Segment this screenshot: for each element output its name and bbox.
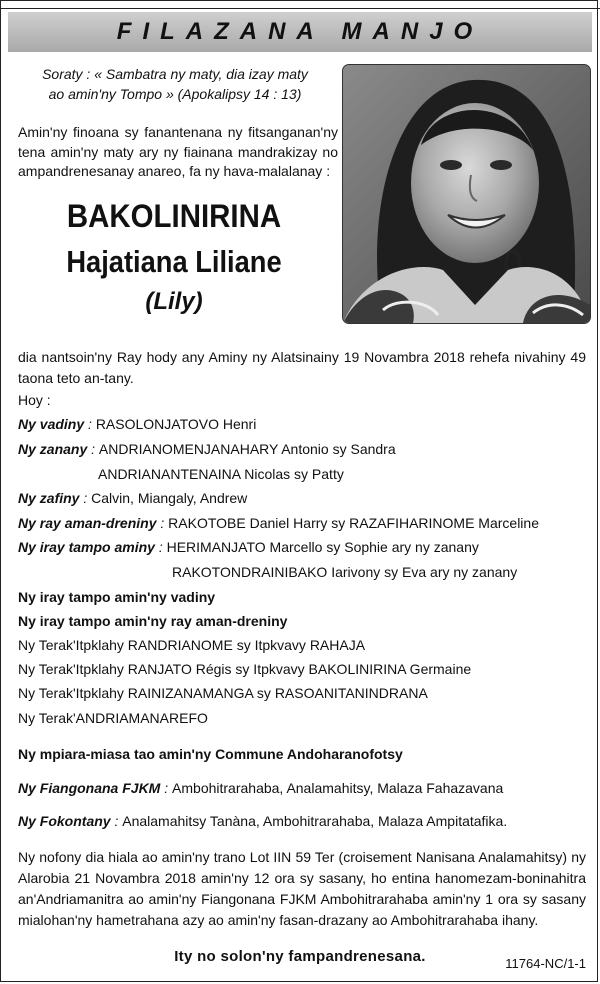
amandreniny-label: Ny ray aman-dreniny <box>18 515 157 531</box>
amandreniny-sep: : <box>156 515 169 531</box>
footer-note: Ity no solon'ny fampandrenesana. <box>174 948 426 965</box>
quote-line-1: Soraty : « Sambatra ny maty, dia izay maty <box>42 66 308 82</box>
funeral-details: Ny nofony dia hiala ao amin'ny trano Lot IIN 59 Ter (croisement Nanisana Analamahitsy) ny Alarobia 21 Novambra 2018 amin'ny 12 ora sy sasany, ho entina hanomezam-boninahitra an'Andriamanitra ao amin'ny Fiangonana FJKM Ambohitrarahaba amin'ny 1 ora sy sasany mialohan'ny hametrahana azy ao amin'ny fasan-drazany ao Ambohitrarahaba ihany. <box>18 849 586 928</box>
deceased-given-names: Hajatiana Liliane <box>66 244 282 279</box>
quote-line-2: ao amin'ny Tompo » (Apokalipsy 14 : 13) <box>48 86 302 102</box>
deceased-surname: BAKOLINIRINA <box>66 198 282 234</box>
terak-line-4: Ny Terak'ANDRIAMANAREFO <box>18 710 208 726</box>
fiangonana-sep: : <box>160 780 173 796</box>
zafiny-sep: : <box>79 490 92 506</box>
terak-line-3: Ny Terak'Itpklahy RAINIZANAMANGA sy RASOANITANINDRANA <box>18 685 428 701</box>
notice-header <box>8 12 592 52</box>
zanany-value-2: ANDRIANANTENAINA Nicolas sy Patty <box>98 466 344 482</box>
family-amandreniny <box>18 515 539 531</box>
reference-code: 11764-NC/1-1 <box>505 956 586 971</box>
vadiny-value: RASOLONJATOVO Henri <box>95 416 257 432</box>
fiangonana-line <box>18 780 503 796</box>
terak-line-2: Ny Terak'Itpklahy RANJATO Régis sy Itpkvavy BAKOLINIRINA Germaine <box>18 661 472 677</box>
fiangonana-value: Ambohitrarahaba, Analamahitsy, Malaza Fahazavana <box>172 780 504 796</box>
hoy-label: Hoy : <box>18 392 51 408</box>
zanany-label: Ny zanany <box>18 441 88 457</box>
iraytampo-vadiny-line: Ny iray tampo amin'ny vadiny <box>18 589 216 605</box>
zafiny-label: Ny zafiny <box>18 490 80 506</box>
portrait-illustration <box>343 65 590 323</box>
header-title: FILAZANA MANJO <box>116 18 484 45</box>
family-zafiny <box>18 490 247 506</box>
family-vadiny <box>18 416 256 432</box>
fokontany-line <box>18 813 507 829</box>
iraytampo-amandreny-line: Ny iray tampo amin'ny ray aman-dreniny <box>18 613 288 629</box>
iraytampo-sep: : <box>154 539 167 555</box>
fokontany-label: Ny Fokontany <box>18 813 111 829</box>
community-line: Ny mpiara-miasa tao amin'ny Commune Andoharanofotsy <box>18 746 403 762</box>
family-zanany <box>18 441 396 457</box>
intro-text: Amin'ny finoana sy fanantenana ny fitsanganan'ny tena amin'ny maty ary ny fiainana mandrakizay no ampandrenesanay anareo, fa ny hava-malalanay : <box>18 124 338 179</box>
terak-line-1: Ny Terak'Itpklahy RANDRIANOME sy Itpkvavy RAHAJA <box>18 637 366 653</box>
zafiny-value: Calvin, Miangaly, Andrew <box>91 490 248 506</box>
fiangonana-label: Ny Fiangonana FJKM <box>18 780 161 796</box>
announcement-text: dia nantsoin'ny Ray hody any Aminy ny Alatsinainy 19 Novambra 2018 rehefa nivahiny 49 taona teto an-tany. <box>18 349 586 386</box>
fokontany-value: Analamahitsy Tanàna, Ambohitrarahaba, Malaza Ampitatafika. <box>122 813 508 829</box>
zanany-sep: : <box>87 441 99 457</box>
vadiny-label: Ny vadiny <box>18 416 85 432</box>
iraytampo-value-1: HERIMANJATO Marcello sy Sophie ary ny zanany <box>166 539 479 555</box>
iraytampo-value-2: RAKOTONDRAINIBAKO Iarivony sy Eva ary ny zanany <box>172 564 518 580</box>
zanany-value-1: ANDRIANOMENJANAHARY Antonio sy Sandra <box>98 441 396 457</box>
fokontany-sep: : <box>110 813 123 829</box>
amandreniny-value: RAKOTOBE Daniel Harry sy RAZAFIHARINOME Marceline <box>168 515 539 531</box>
vadiny-sep: : <box>84 416 96 432</box>
portrait-photo <box>342 64 591 324</box>
bible-quote <box>18 64 332 104</box>
family-iraytampo <box>18 539 479 555</box>
deceased-nickname: (Lily) <box>145 288 203 315</box>
iraytampo-label: Ny iray tampo aminy <box>18 539 155 555</box>
